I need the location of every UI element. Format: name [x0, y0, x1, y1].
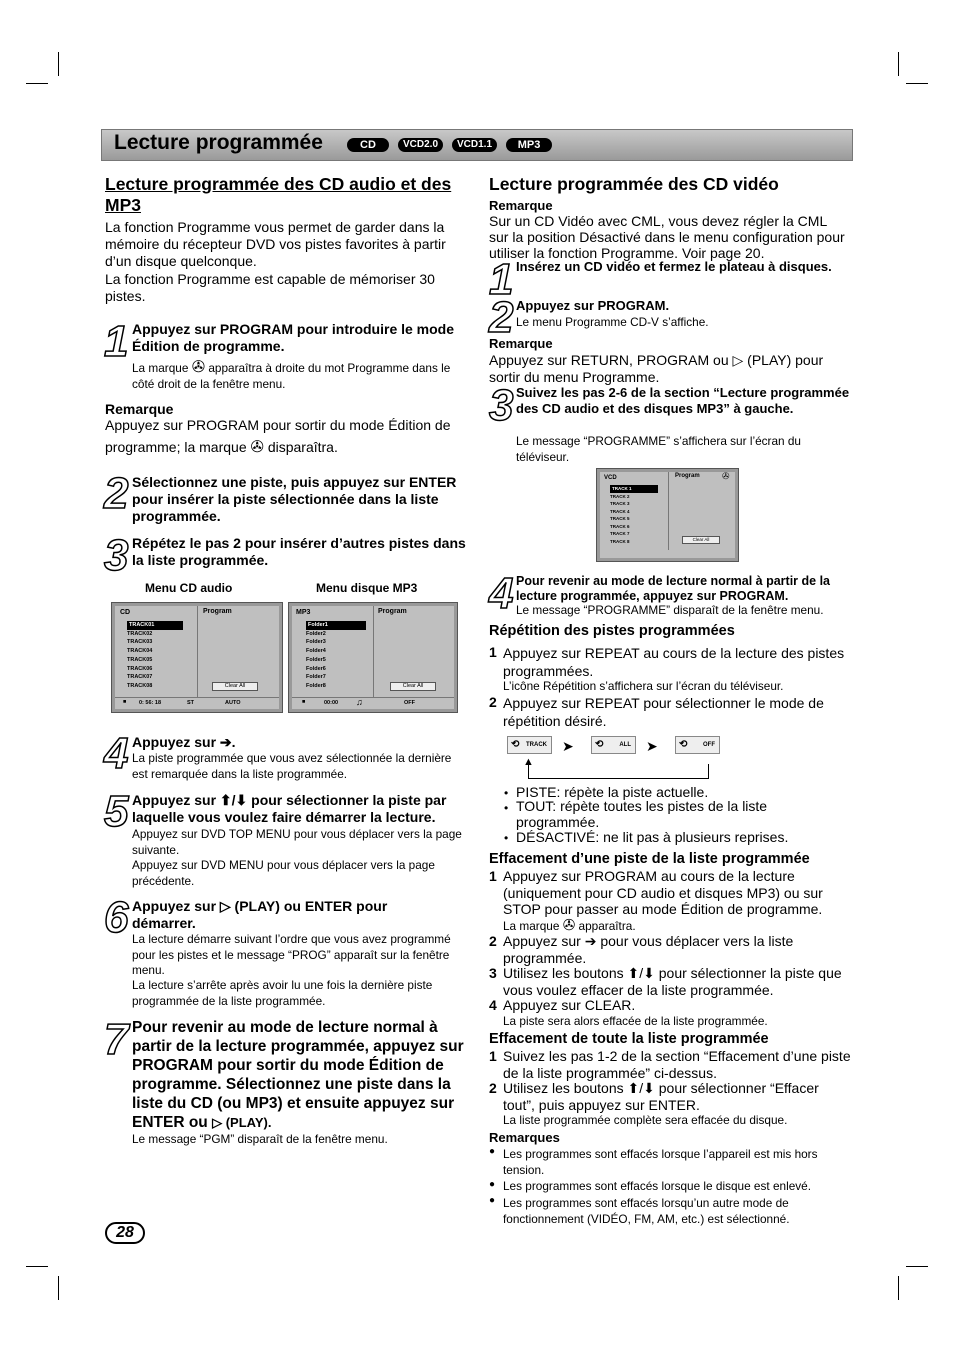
list-number: 1 — [489, 868, 497, 884]
mp3-menu-screen: MP3 Program Folder1 Folder2 Folder3 Folder4 Folder5 Folder6 Folder7 Folder8 Clear All ■ 00:00 ♫ OFF — [289, 603, 457, 712]
step-number: 6 — [104, 893, 129, 942]
remark-label: Remarque — [489, 198, 553, 213]
list-number: 2 — [489, 933, 497, 949]
clear-step-4-note: La piste sera alors effacée de la liste programmée. — [503, 1014, 768, 1028]
step-number: 7 — [104, 1015, 129, 1064]
list-item[interactable]: TRACK06 — [127, 665, 153, 672]
crop-mark — [58, 1276, 59, 1300]
list-item[interactable]: TRACK02 — [127, 630, 153, 637]
bullet-desactive: DÉSACTIVÉ: ne lit pas à plusieurs reprises. — [516, 829, 789, 845]
arrow-up-icon: ▲ — [523, 756, 534, 768]
left-step-2: Sélectionnez une piste, puis appuyez sur ENTER pour insérer la piste sélectionnée dans la liste programmée. — [132, 474, 457, 524]
list-item[interactable]: TRACK 6 — [610, 523, 630, 529]
left-title: Lecture programmée des CD audio et des MP3 — [105, 174, 452, 215]
list-item[interactable]: TRACK01 — [127, 621, 183, 630]
step-number: 3 — [489, 381, 514, 430]
clear-all-button[interactable]: Clear All — [390, 682, 436, 691]
list-item[interactable]: Folder5 — [306, 656, 326, 663]
left-step-5-note-1: Appuyez sur DVD TOP MENU pour vous déplacer vers la page suivante. — [132, 827, 462, 857]
program-mark-icon: ✇ — [562, 917, 576, 934]
step-number: 3 — [104, 531, 129, 580]
bullet-tout: TOUT: répète toutes les pistes de la liste programmée. — [516, 798, 768, 830]
clear-step-1-note: La marque ✇ apparaîtra. — [503, 917, 636, 934]
intro-1: La fonction Programme vous permet de garder dans la mémoire du récepteur DVD vos pistes favorites à partir d’un disque quelconque. — [105, 219, 446, 269]
remark-label: Remarque — [105, 401, 174, 417]
clear-all-button[interactable]: Clear All — [212, 682, 258, 691]
step-number: 2 — [104, 469, 129, 518]
right-step-4: Pour revenir au mode de lecture normal à partir de la lecture programmée, appuyez sur PROGRAM. — [516, 574, 830, 603]
left-step-7-note: Le message “PGM” disparaît de la fenêtre menu. — [132, 1132, 388, 1146]
crop-mark — [906, 83, 928, 84]
mp3-status-bar: ■ 00:00 ♫ OFF — [292, 697, 454, 709]
repeat-off-button[interactable]: ⟲ OFF — [675, 736, 720, 754]
list-number: 1 — [489, 644, 497, 660]
menu-cd-label: Menu CD audio — [145, 581, 233, 595]
remark-text-2: programme; la marque ✇ disparaîtra. — [105, 439, 338, 456]
list-item[interactable]: Folder2 — [306, 630, 326, 637]
step-number: 4 — [489, 569, 514, 618]
bullet-piste: PISTE: répète la piste actuelle. — [516, 784, 709, 800]
right-step-2: Appuyez sur PROGRAM. — [516, 298, 670, 313]
program-mark-icon: ✇ — [191, 359, 206, 376]
step-number: 2 — [489, 293, 514, 342]
program-mark-icon: ✇ — [250, 439, 264, 456]
list-item[interactable]: Folder8 — [306, 682, 326, 689]
arrow-right-icon: ➤ — [646, 738, 658, 754]
list-item[interactable]: TRACK03 — [127, 639, 153, 646]
list-item[interactable]: TRACK 1 — [610, 485, 658, 493]
list-item[interactable]: TRACK07 — [127, 674, 153, 681]
page-header — [101, 129, 853, 161]
right-remark-text: Sur un CD Vidéo avec CML, vous devez régler la CML sur la position Désactivé dans le menu configuration pour utiliser la fonction Programme. Voir page 20. — [489, 213, 845, 261]
list-item[interactable]: TRACK08 — [127, 682, 153, 689]
repeat-icon: ⟲ — [511, 739, 520, 750]
crop-mark — [898, 1276, 899, 1300]
clear-all-step-1: Suivez les pas 1-2 de la section “Effacement d’une piste de la liste programmée” ci-dessus. — [503, 1048, 851, 1081]
remark-label: Remarque — [489, 336, 553, 351]
bullet: • — [504, 831, 509, 845]
list-item[interactable]: TRACK 7 — [610, 531, 630, 536]
crop-mark — [26, 1266, 48, 1267]
crop-mark — [906, 1266, 928, 1267]
list-item[interactable]: TRACK 4 — [610, 508, 630, 514]
vcd-program-screen: VCD Program ✇ TRACK 1 TRACK 2 TRACK 3 TRACK 4 TRACK 5 TRACK 6 TRACK 7 TRACK 8 Clear All — [597, 469, 738, 561]
clear-step-3: Utilisez les boutons ⬆/⬇ pour sélectionner la piste que vous voulez effacer de la liste programmée. — [503, 965, 842, 998]
arrow-right-icon: ➤ — [562, 738, 574, 754]
remark-3: Les programmes sont effacés lorsqu’un autre mode de fonctionnement (VIDÉO, FM, AM, etc.) est sélectionné. — [503, 1196, 790, 1226]
page-number: 28 — [105, 1222, 145, 1244]
menu-mp3-label: Menu disque MP3 — [316, 581, 418, 595]
left-step-7: Pour revenir au mode de lecture normal à partir de la lecture programmée, appuyez sur PROGRAM pour sortir du mode Édition de programme. Sélectionnez une piste dans la liste du CD (ou MP3) et ensuite appuyez sur ENTER ou ▷ (PLAY). — [132, 1019, 464, 1131]
repeat-step-1: Appuyez sur REPEAT au cours de la lecture des pistes programmées. — [503, 645, 845, 679]
repeat-icon: ⟲ — [595, 739, 604, 750]
list-number: 4 — [489, 997, 497, 1013]
right-title: Lecture programmée des CD vidéo — [489, 174, 779, 194]
repeat-step-1-note: L’icône Répétition s’affichera sur l’écran du téléviseur. — [503, 679, 784, 693]
vcd-track-list — [610, 485, 658, 545]
crop-mark — [898, 52, 899, 76]
cycle-line — [528, 778, 709, 779]
list-item[interactable]: Folder4 — [306, 648, 326, 655]
clear-step-1: Appuyez sur PROGRAM au cours de la lecture (uniquement pour CD audio et disques MP3) ou sur STOP pour passer au mode Édition de programme. — [503, 868, 823, 917]
list-number: 3 — [489, 965, 497, 981]
mp3-folder-list — [306, 621, 366, 691]
left-step-4: Appuyez sur ➔. — [132, 734, 236, 750]
cycle-line — [708, 764, 709, 779]
music-note-icon: ♫ — [356, 697, 363, 707]
repeat-step-2: Appuyez sur REPEAT pour sélectionner le mode de répétition désiré. — [503, 695, 824, 729]
step-number: 1 — [489, 255, 514, 304]
list-number: 1 — [489, 1048, 497, 1064]
bullet: • — [504, 786, 509, 800]
page-title: Lecture programmée — [114, 131, 323, 154]
clear-all-step-2: Utilisez les boutons ⬆/⬇ pour sélectionner “Effacer tout”, puis appuyez sur ENTER. — [503, 1080, 819, 1113]
intro-2: La fonction Programme est capable de mémoriser 30 pistes. — [105, 271, 435, 304]
left-step-1-note: La marque ✇ apparaîtra à droite du mot Programme dans le côté droit de la fenêtre menu. — [132, 359, 451, 391]
left-step-3: Répétez le pas 2 pour insérer d’autres pistes dans la liste programmée. — [132, 535, 466, 568]
list-item[interactable]: Folder7 — [306, 674, 326, 681]
list-number: 2 — [489, 1080, 497, 1096]
list-item[interactable]: TRACK 2 — [610, 493, 630, 499]
left-step-5: Appuyez sur ⬆/⬇ pour sélectionner la piste par laquelle vous voulez faire démarrer la lecture. — [132, 792, 447, 825]
clear-step-4: Appuyez sur CLEAR. — [503, 997, 636, 1013]
bullet: • — [504, 801, 509, 815]
list-item[interactable]: Folder3 — [306, 639, 326, 646]
crop-mark — [26, 83, 48, 84]
badge-vcd20: VCD2.0 — [398, 138, 443, 152]
cd-menu-screen: CD Program TRACK01 TRACK02 TRACK03 TRACK04 TRACK05 TRACK06 TRACK07 TRACK08 Clear All ■ 0: 56: 18 ST AUTO — [112, 603, 282, 712]
clear-step-2: Appuyez sur ➔ pour vous déplacer vers la liste programmée. — [503, 933, 794, 966]
right-remark-2-text: Appuyez sur RETURN, PROGRAM ou ▷ (PLAY) pour sortir du menu Programme. — [489, 352, 824, 385]
left-step-4-note: La piste programmée que vous avez sélectionnée la dernière est remarquée dans la liste programmée. — [132, 751, 452, 781]
step-number: 1 — [104, 317, 129, 366]
list-item[interactable]: TRACK04 — [127, 648, 153, 655]
remarks-label: Remarques — [489, 1130, 560, 1145]
clear-all-button[interactable]: Clear All — [682, 536, 720, 544]
clear-track-heading: Effacement d’une piste de la liste programmée — [489, 851, 810, 867]
list-item[interactable]: TRACK 3 — [610, 501, 630, 506]
crop-mark — [58, 52, 59, 76]
left-step-1: Appuyez sur PROGRAM pour introduire le mode Édition de programme. — [132, 321, 455, 354]
clear-all-step-2-note: La liste programmée complète sera effacée du disque. — [503, 1113, 788, 1127]
bullet: ● — [489, 1179, 496, 1190]
stop-icon: ■ — [302, 699, 306, 705]
left-step-6: Appuyez sur ▷ (PLAY) ou ENTER pour démarrer. — [132, 898, 388, 931]
remark-text-1: Appuyez sur PROGRAM pour sortir du mode Édition de — [105, 417, 451, 433]
list-item[interactable]: Folder6 — [306, 665, 326, 672]
right-step-4-note: Le message “PROGRAMME” disparaît de la fenêtre menu. — [516, 603, 824, 617]
repeat-heading: Répétition des pistes programmées — [489, 623, 735, 639]
stop-icon: ■ — [123, 699, 127, 705]
clear-all-heading: Effacement de toute la liste programmée — [489, 1031, 769, 1047]
left-step-6-note-2: La lecture s’arrête après avoir lu une fois la dernière piste programmée de la liste programmée. — [132, 978, 433, 1008]
step-number: 5 — [104, 787, 129, 836]
program-mark-icon: ✇ — [722, 471, 730, 481]
badge-vcd11: VCD1.1 — [452, 138, 497, 152]
remark-1: Les programmes sont effacés lorsque l’appareil est mis hors tension. — [503, 1147, 818, 1177]
left-step-6-note-1: La lecture démarre suivant l’ordre que vous avez programmé pour les pistes et le message “PROG” apparaît sur la fenêtre menu. — [132, 932, 451, 977]
left-step-5-note-2: Appuyez sur DVD MENU pour vous déplacer vers la page précédente. — [132, 858, 435, 888]
list-item[interactable]: Folder1 — [306, 621, 366, 630]
list-item[interactable]: TRACK05 — [127, 656, 153, 663]
cd-status-bar: ■ 0: 56: 18 ST AUTO — [115, 697, 279, 709]
bullet: ● — [489, 1146, 496, 1157]
list-item[interactable]: TRACK 8 — [610, 538, 630, 544]
repeat-track-button[interactable]: ⟲ TRACK — [507, 736, 552, 754]
repeat-all-button[interactable]: ⟲ ALL — [591, 736, 636, 754]
right-step-1: Insérez un CD vidéo et fermez le plateau à disques. — [516, 259, 832, 274]
badge-cd: CD — [347, 138, 389, 152]
remark-2: Les programmes sont effacés lorsque le disque est enlevé. — [503, 1179, 811, 1193]
cd-track-list — [127, 621, 183, 691]
step-number: 4 — [104, 729, 129, 778]
right-step-2-note: Le menu Programme CD-V s’affiche. — [516, 315, 709, 329]
repeat-icon: ⟲ — [679, 739, 688, 750]
right-step-3: Suivez les pas 2-6 de la section “Lecture programmée des CD audio et des disques MP3” à gauche. — [516, 385, 850, 416]
list-number: 2 — [489, 694, 497, 710]
list-item[interactable]: TRACK 5 — [610, 516, 630, 521]
bullet: ● — [489, 1195, 496, 1206]
badge-mp3: MP3 — [506, 138, 552, 152]
right-step-3-note: Le message “PROGRAMME” s’affichera sur l’écran du téléviseur. — [516, 434, 801, 464]
